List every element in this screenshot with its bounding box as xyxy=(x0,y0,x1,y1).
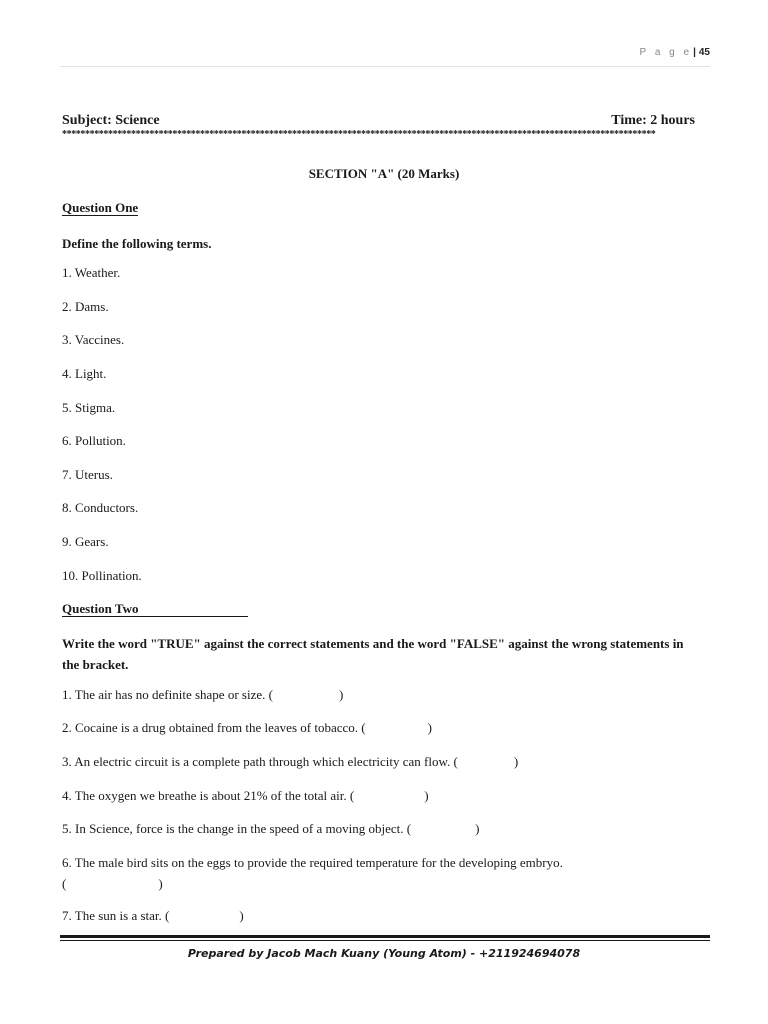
statement-item xyxy=(62,821,702,837)
term-item: 4. Light. xyxy=(62,366,107,381)
footer-rule-thick xyxy=(60,935,710,938)
section-title: SECTION "A" (20 Marks) xyxy=(308,166,460,181)
question-one-heading: Question One xyxy=(62,200,139,215)
statement-text: 7. The sun is a star. ( xyxy=(62,908,170,923)
time-label: Time: 2 hours xyxy=(611,113,695,128)
term-item: 10. Pollination. xyxy=(62,568,142,583)
statement-text: 1. The air has no definite shape or size. ( xyxy=(62,687,273,702)
term-item: 7. Uterus. xyxy=(62,467,113,482)
statement-item xyxy=(62,754,702,770)
statement-text: 6. The male bird sits on the eggs to provide the required temperature for the developing embryo. xyxy=(62,855,563,870)
close-bracket: ) xyxy=(338,687,344,702)
open-bracket: ( xyxy=(62,876,67,891)
statement-text: 2. Cocaine is a drug obtained from the leaves of tobacco. ( xyxy=(62,720,366,735)
page-number xyxy=(590,47,710,58)
statement-answer-line xyxy=(62,876,702,892)
term-item: 3. Vaccines. xyxy=(62,332,125,347)
statement-item xyxy=(62,720,702,736)
page-separator: | xyxy=(693,47,696,58)
statement-text: 3. An electric circuit is a complete path through which electricity can flow. ( xyxy=(62,754,458,769)
term-item: 2. Dams. xyxy=(62,299,109,314)
close-bracket: ) xyxy=(239,908,244,923)
close-bracket: ) xyxy=(513,754,519,769)
subject-label: Subject: Science xyxy=(62,113,160,128)
page-label: P a g e xyxy=(639,47,693,58)
close-bracket: ) xyxy=(427,720,432,735)
star-divider: ********************************************************************************************************************************* xyxy=(62,129,656,140)
header-rule xyxy=(60,66,710,67)
term-item: 1. Weather. xyxy=(62,265,121,280)
statement-item xyxy=(62,908,702,924)
term-item: 8. Conductors. xyxy=(62,500,139,515)
close-bracket: ) xyxy=(158,876,163,891)
close-bracket: ) xyxy=(475,821,480,836)
footer-credit: Prepared by Jacob Mach Kuany (Young Atom) - +211924694078 xyxy=(187,947,581,960)
close-bracket: ) xyxy=(424,788,429,803)
statement-item xyxy=(62,855,702,871)
term-item: 9. Gears. xyxy=(62,534,109,549)
statement-item xyxy=(62,687,702,703)
statement-item xyxy=(62,788,702,804)
page-number-value: 45 xyxy=(698,47,710,58)
question-one-instruction: Define the following terms. xyxy=(62,236,212,251)
footer-rule-thin xyxy=(60,940,710,941)
question-two-instruction: Write the word "TRUE" against the correct statements and the word "FALSE" against the wrong statements in the bracket. xyxy=(62,636,684,672)
term-item: 5. Stigma. xyxy=(62,400,116,415)
question-two-heading: Question Two xyxy=(62,601,248,617)
term-item: 6. Pollution. xyxy=(62,433,126,448)
statement-text: 5. In Science, force is the change in the speed of a moving object. ( xyxy=(62,821,412,836)
statement-text: 4. The oxygen we breathe is about 21% of the total air. ( xyxy=(62,788,355,803)
